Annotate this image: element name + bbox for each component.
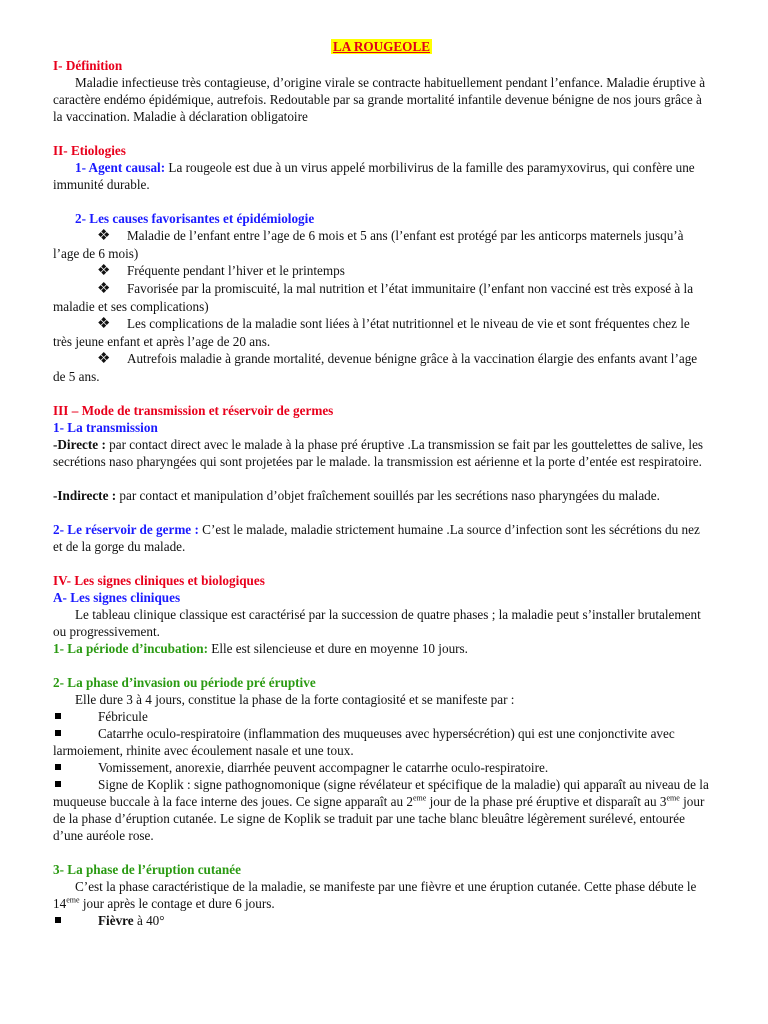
- diamond-bullet-icon: ❖: [97, 263, 111, 279]
- list-item: Signe de Koplik : signe pathognomonique (signe révélateur et spécifique de la maladie) qui apparaît au niveau de la muqueuse buccale à la face interne des joues. Ce signe apparaît au 2eme jour de la phase pré éruptive et disparaît au 3eme jour de la phase d’éruption cutanée. Le signe de Koplik se traduit par une tache blanc bleuâtre légèrement surélevé, entourée d’une auréole rose.: [53, 777, 709, 843]
- diamond-bullet-icon: ❖: [97, 351, 111, 367]
- list-item: ❖ Favorisée par la promiscuité, la mal nutrition et l’état immunitaire (l’enfant non vacciné est très exposé à la maladie et ses complications): [53, 281, 694, 314]
- eruption-heading: 3- La phase de l’éruption cutanée: [53, 862, 241, 877]
- reservoir-text: C’est le malade, maladie strictement humaine .La source d’infection sont les sécrétions du nez et de la gorge du malade.: [53, 522, 700, 554]
- square-bullet-icon: [55, 917, 61, 923]
- diamond-bullet-icon: ❖: [97, 281, 111, 297]
- invasion-heading: 2- La phase d’invasion ou période pré éruptive: [53, 675, 316, 690]
- causes-list: [53, 227, 710, 385]
- invasion-intro: Elle dure 3 à 4 jours, constitue la phase de la forte contagiosité et se manifeste par :: [75, 692, 515, 707]
- list-item: ❖ Autrefois maladie à grande mortalité, devenue bénigne grâce à la vaccination élargie des enfants avant l’age de 5 ans.: [53, 351, 698, 384]
- incubation-label: 1- La période d’incubation:: [53, 641, 208, 656]
- list-item: Catarrhe oculo-respiratoire (inflammation des muqueuses avec hypersécrétion) qui est une conjonctivite avec larmoiement, rhinite avec écoulement nasale et une toux.: [53, 726, 675, 758]
- direct-label: -Directe :: [53, 437, 106, 452]
- clinical-signs-subheading: A- Les signes cliniques: [53, 590, 181, 605]
- list-item: Vomissement, anorexie, diarrhée peuvent accompagner le catarrhe oculo-respiratoire.: [53, 759, 710, 776]
- section-etiologies-heading: II- Etiologies: [53, 143, 126, 158]
- section-transmission-heading: III – Mode de transmission et réservoir de germes: [53, 403, 334, 418]
- direct-transmission-paragraph: [53, 436, 710, 470]
- list-item: [53, 912, 710, 929]
- square-bullet-icon: [55, 781, 61, 787]
- indirect-text: par contact et manipulation d’objet fraîchement souillés par les secrétions naso pharyngées du malade.: [116, 488, 660, 503]
- list-item: Fébricule: [53, 708, 710, 725]
- agent-causal-label: 1- Agent causal:: [75, 160, 166, 175]
- reservoir-paragraph: [53, 521, 710, 555]
- invasion-list: [53, 708, 710, 844]
- causes-heading: 2- Les causes favorisantes et épidémiologie: [75, 211, 315, 226]
- clinical-intro-paragraph: Le tableau clinique classique est caractérisé par la succession de quatre phases ; la maladie peut s’installer brutalement ou progressivement.: [53, 607, 701, 639]
- fever-text: à 40°: [133, 913, 165, 928]
- document-title: LA ROUGEOLE: [332, 39, 431, 54]
- eruption-paragraph: C’est la phase caractéristique de la maladie, se manifeste par une fièvre et une éruption cutanée. Cette phase débute le 14eme jour après le contage et dure 6 jours.: [53, 879, 697, 911]
- definition-paragraph: Maladie infectieuse très contagieuse, d’origine virale se contracte habituellement pendant l’enfance. Maladie éruptive à caractère endémo épidémique, autrefois. Redoutable par sa grande mortalité infantile devenue bénigne de nos jours grâce à la vaccination. Maladie à déclaration obligatoire: [53, 75, 706, 124]
- fever-label: Fièvre: [98, 913, 134, 928]
- diamond-bullet-icon: ❖: [97, 228, 111, 244]
- incubation-paragraph: [53, 640, 710, 657]
- diamond-bullet-icon: ❖: [97, 316, 111, 332]
- agent-causal-paragraph: [53, 159, 710, 193]
- agent-causal-text: La rougeole est due à un virus appelé morbilivirus de la famille des paramyxovirus, qui confère une immunité durable.: [53, 160, 695, 192]
- transmission-subheading: 1- La transmission: [53, 420, 158, 435]
- square-bullet-icon: [55, 764, 61, 770]
- direct-text: par contact direct avec le malade à la phase pré éruptive .La transmission se fait par les gouttelettes de salive, les secrétions naso pharyngées qui sont projetées par le malade. la transmission est aérienne et la porte d’entée est respiratoire.: [53, 437, 704, 469]
- incubation-text: Elle est silencieuse et dure en moyenne 10 jours.: [207, 641, 468, 656]
- section-clinical-signs-heading: IV- Les signes cliniques et biologiques: [53, 573, 265, 588]
- list-item: ❖ Maladie de l’enfant entre l’age de 6 mois et 5 ans (l’enfant est protégé par les anticorps maternels jusqu’à l’age de 6 mois): [53, 228, 684, 261]
- square-bullet-icon: [55, 730, 61, 736]
- indirect-label: -Indirecte :: [53, 488, 117, 503]
- square-bullet-icon: [55, 713, 61, 719]
- reservoir-label: 2- Le réservoir de germe :: [53, 522, 199, 537]
- indirect-transmission-paragraph: [53, 487, 710, 504]
- list-item: ❖ Les complications de la maladie sont liées à l’état nutritionnel et le niveau de vie et sont fréquentes chez le très jeune enfant et après l’age de 20 ans.: [53, 316, 690, 349]
- list-item: ❖ Fréquente pendant l’hiver et le printemps: [97, 263, 345, 279]
- section-definition-heading: I- Définition: [53, 58, 123, 73]
